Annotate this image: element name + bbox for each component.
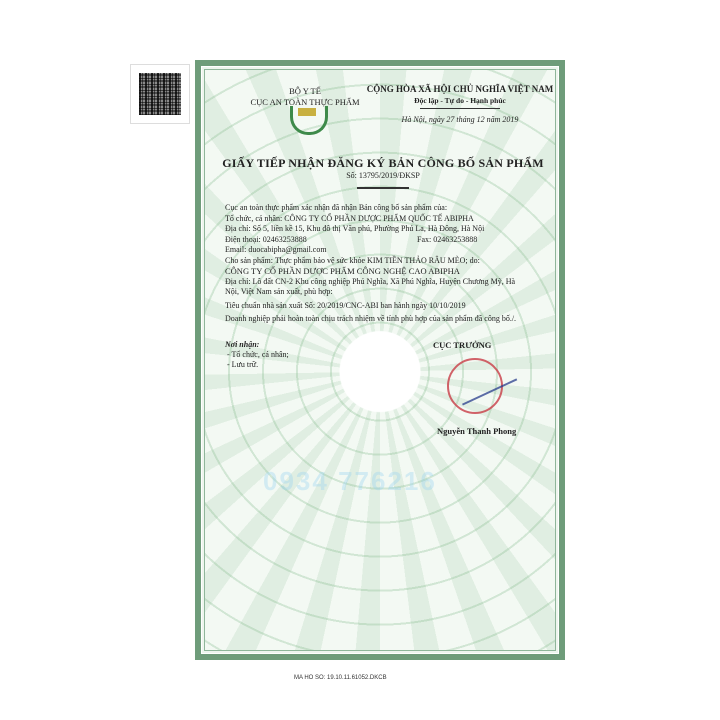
fax: Fax: 02463253888 [417,234,478,244]
email: Email: duocabipha@gmail.com [225,245,327,254]
recipient-item: - Tổ chức, cá nhân; [227,350,289,359]
manufacturer: CÔNG TY CỔ PHẦN DƯỢC PHẨM CÔNG NGHỆ CAO ABIPHA [225,266,460,276]
organization-address: Địa chỉ: Số 5, liền kề 15, Khu đô thị Văn phú, Phường Phú La, Hà Đông, Hà Nội [225,224,485,233]
standard: Tiêu chuẩn nhà sản xuất Số: 20/2019/CNC-ABI ban hành ngày 10/10/2019 [225,300,466,310]
phone: Điện thoại: 02463253888 [225,234,307,244]
contact-row [225,235,556,246]
responsibility-statement: Doanh nghiệp phải hoàn toàn chịu trách nhiệm về tính phù hợp của sản phẩm đã công bố./. [225,314,517,323]
manufacturer-address-line-2: Nội, Việt Nam sản xuất, phù hợp: [225,287,333,296]
document-number: Số: 13795/2019/ĐKSP [346,171,420,180]
certificate [195,60,565,660]
national-motto: Độc lập - Tự do - Hạnh phúc [414,96,506,105]
motto-divider [420,108,500,109]
intro-text: Cục an toàn thực phẩm xác nhận đã nhận Bản công bố sản phẩm của: [225,203,448,212]
qr-code-icon [139,73,181,115]
recipient-item: - Lưu trữ. [227,359,259,369]
republic-name: CỘNG HÒA XÃ HỘI CHỦ NGHĨA VIỆT NAM [366,84,554,94]
recipients-title: Nơi nhận: [225,340,260,349]
vfa-logo-mark [298,108,316,116]
manufacturer-address-line-1: Địa chỉ: Lô đất CN-2 Khu công nghiệp Phú Nghĩa, Xã Phú Nghĩa, Huyện Chương Mỹ, Hà [225,276,516,286]
recipients-list [227,350,289,369]
ministry-header [245,86,365,108]
phone-watermark: 0934 776216 [263,466,437,496]
certificate-inner-border [201,66,559,654]
dossier-code-caption: MA HO SO: 19.10.11.61052.DKCB [294,675,387,681]
title-divider [357,187,409,189]
issue-date: Hà Nội, ngày 27 tháng 12 năm 2019 [401,115,519,124]
document-title: GIẤY TIẾP NHẬN ĐĂNG KÝ BẢN CÔNG BỐ SẢN PHẨM [222,156,544,170]
signer-title: CỤC TRƯỞNG [433,340,492,350]
department-name: CỤC AN TOÀN THỰC PHẨM [250,97,360,107]
qr-code-box [130,64,190,124]
certificate-body [225,203,556,325]
product: Cho sản phẩm: Thực phẩm bảo vệ sức khỏe KIM TIỀN THẢO RÂU MÈO; do: [225,255,480,265]
certificate-background-drum-pattern [204,69,556,651]
ministry-name: BỘ Y TẾ [289,86,321,96]
organization: Tổ chức, cá nhân: CÔNG TY CỔ PHẦN DƯỢC PHẨM QUỐC TẾ ABIPHA [225,213,474,223]
signer-name: Nguyễn Thanh Phong [437,426,517,436]
